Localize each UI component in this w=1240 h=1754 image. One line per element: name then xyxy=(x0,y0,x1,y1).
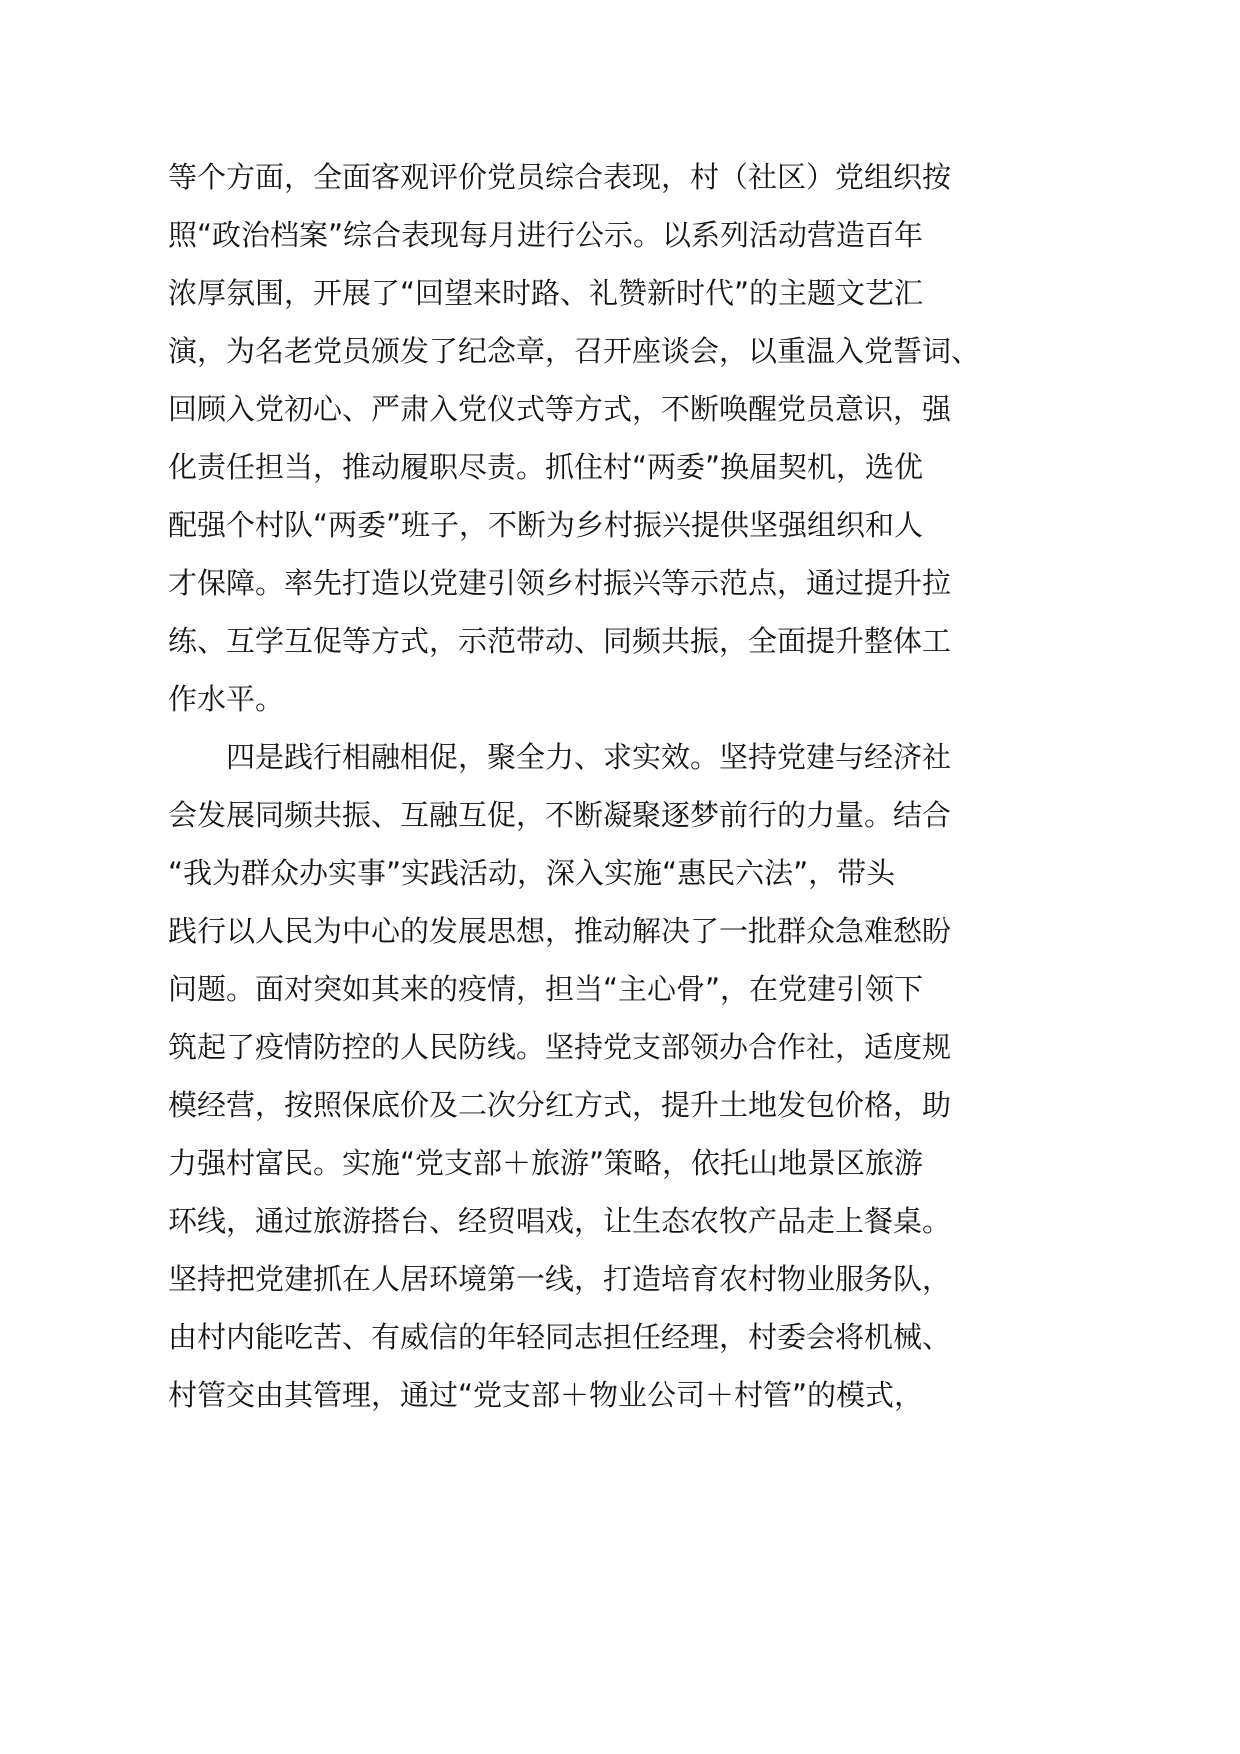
text-line: 照“政治档案”综合表现每月进行公示。以系列活动营造百年 xyxy=(168,218,924,252)
text-line: “我为群众办实事”实践活动，深入实施“惠民六法”，带头 xyxy=(168,856,896,890)
text-line: 浓厚氛围，开展了“回望来时路、礼赞新时代”的主题文艺汇 xyxy=(168,276,924,310)
text-line: 践行以人民为中心的发展思想，推动解决了一批群众急难愁盼 xyxy=(168,914,952,948)
text-line: 等个方面，全面客观评价党员综合表现，村（社区）党组织按 xyxy=(168,160,952,194)
text-line: 筑起了疫情防控的人民防线。坚持党支部领办合作社，适度规 xyxy=(168,1030,952,1064)
text-line: 配强个村队“两委”班子，不断为乡村振兴提供坚强组织和人 xyxy=(168,508,924,542)
text-line: 会发展同频共振、互融互促，不断凝聚逐梦前行的力量。结合 xyxy=(168,798,952,832)
text-line: 力强村富民。实施“党支部＋旅游”策略，依托山地景区旅游 xyxy=(168,1146,924,1180)
paragraph-first-line: 四是践行相融相促，聚全力、求实效。坚持党建与经济社 xyxy=(226,740,952,774)
text-line: 由村内能吃苦、有威信的年轻同志担任经理，村委会将机械、 xyxy=(168,1320,952,1354)
text-line: 演，为名老党员颁发了纪念章，召开座谈会，以重温入党誓词、 xyxy=(168,334,981,368)
text-line: 村管交由其管理，通过“党支部＋物业公司＋村管”的模式， xyxy=(168,1378,924,1412)
text-line: 练、互学互促等方式，示范带动、同频共振，全面提升整体工 xyxy=(168,624,952,658)
text-line: 问题。面对突如其来的疫情，担当“主心骨”，在党建引领下 xyxy=(168,972,924,1006)
body-text xyxy=(168,148,981,1424)
text-line: 作水平。 xyxy=(168,682,285,716)
text-line: 环线，通过旅游搭台、经贸唱戏，让生态农牧产品走上餐桌。 xyxy=(168,1204,952,1238)
text-line: 模经营，按照保底价及二次分红方式，提升土地发包价格，助 xyxy=(168,1088,952,1122)
text-line: 坚持把党建抓在人居环境第一线，打造培育农村物业服务队， xyxy=(168,1262,952,1296)
text-line: 回顾入党初心、严肃入党仪式等方式，不断唤醒党员意识，强 xyxy=(168,392,952,426)
text-line: 化责任担当，推动履职尽责。抓住村“两委”换届契机，选优 xyxy=(168,450,924,484)
text-line: 才保障。率先打造以党建引领乡村振兴等示范点，通过提升拉 xyxy=(168,566,952,600)
